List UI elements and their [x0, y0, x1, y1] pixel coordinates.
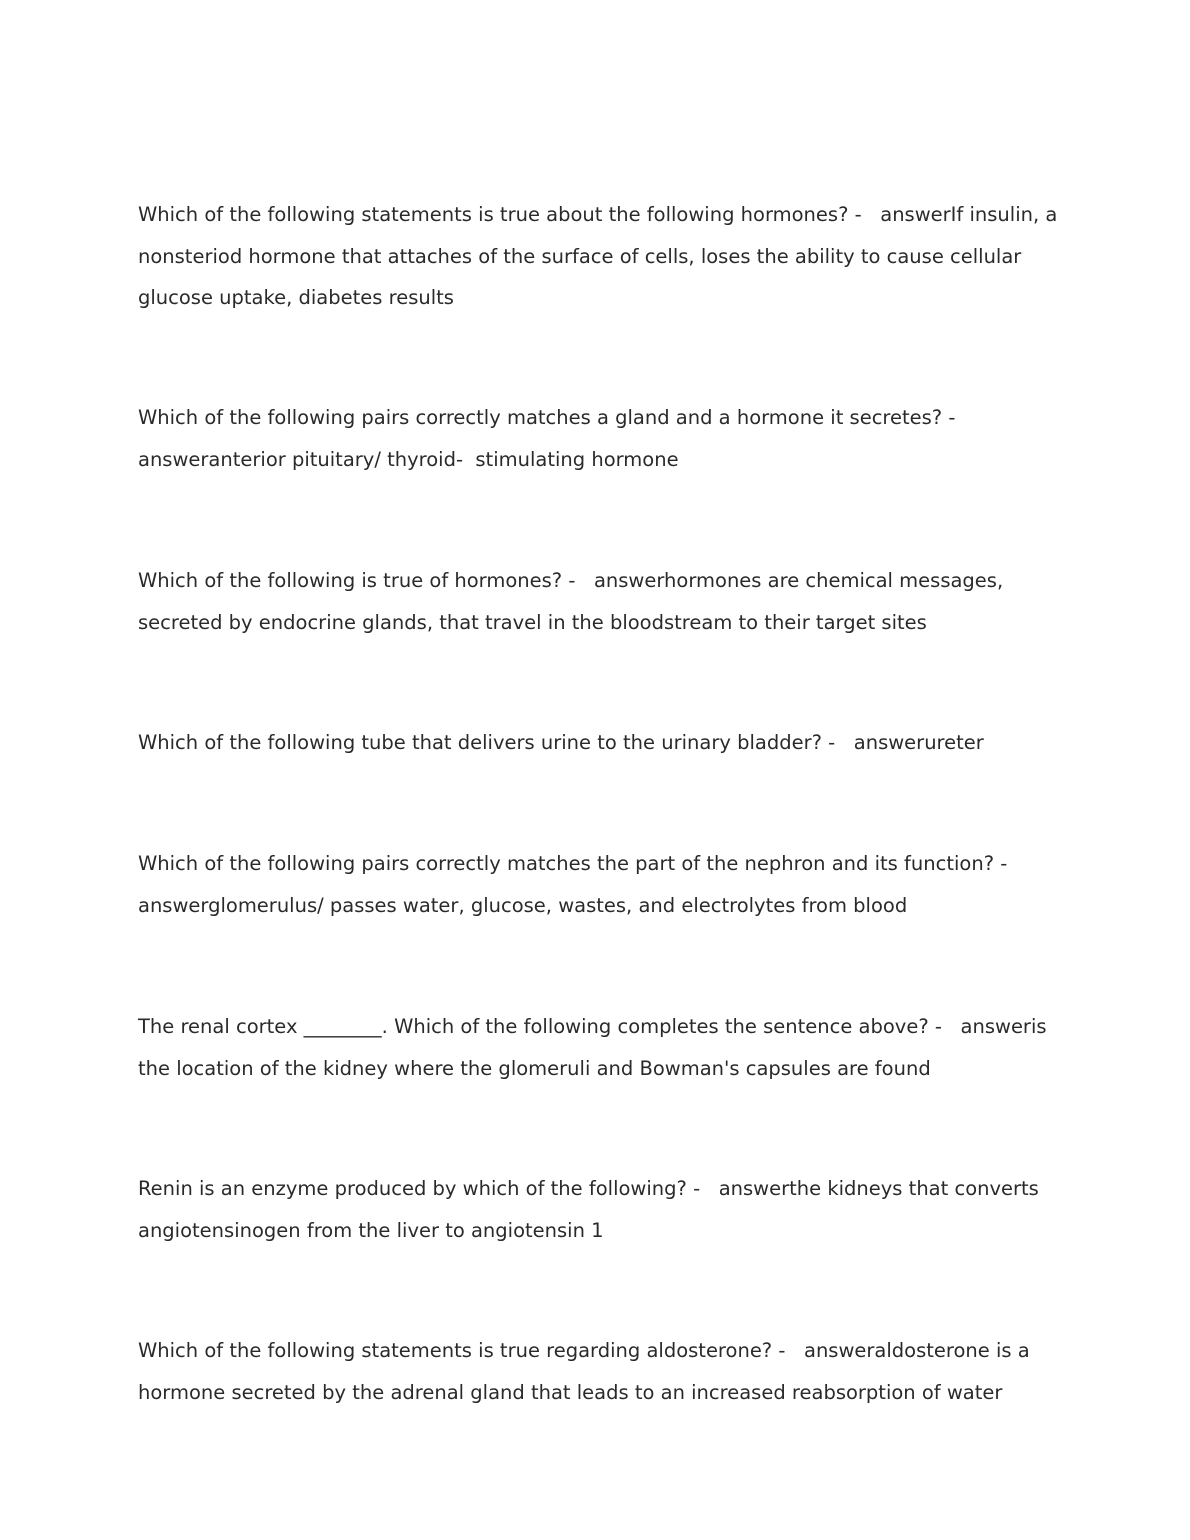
qa-item-7: Renin is an enzyme produced by which of the following? - answerthe kidneys that converts angiotensinogen from the liver to angiotensin 1 [138, 1177, 1046, 1242]
qa-item-6: The renal cortex ________. Which of the following completes the sentence above? - answeris the location of the kidney where the glomeruli and Bowman's capsules are found [138, 1015, 1053, 1080]
qa-item-3: Which of the following is true of hormones? - answerhormones are chemical messages, secreted by endocrine glands, that travel in the bloodstream to their target sites [138, 569, 1010, 634]
qa-item-1: Which of the following statements is true about the following hormones? - answerIf insulin, a nonsteriod hormone that attaches of the surface of cells, loses the ability to cause cellular glucose uptake, diabetes results [138, 203, 1064, 309]
qa-item-5: Which of the following pairs correctly matches the part of the nephron and its function? - answerglomerulus/ passes water, glucose, wastes, and electrolytes from blood [138, 852, 1026, 917]
qa-item-4: Which of the following tube that delivers urine to the urinary bladder? - answerureter [138, 731, 984, 754]
qa-item-2: Which of the following pairs correctly matches a gland and a hormone it secretes? - answeranterior pituitary/ thyroid- stimulating hormone [138, 406, 975, 471]
qa-item-8: Which of the following statements is true regarding aldosterone? - answeraldosterone is a hormone secreted by the adrenal gland that leads to an increased reabsorption of water [138, 1339, 1036, 1404]
